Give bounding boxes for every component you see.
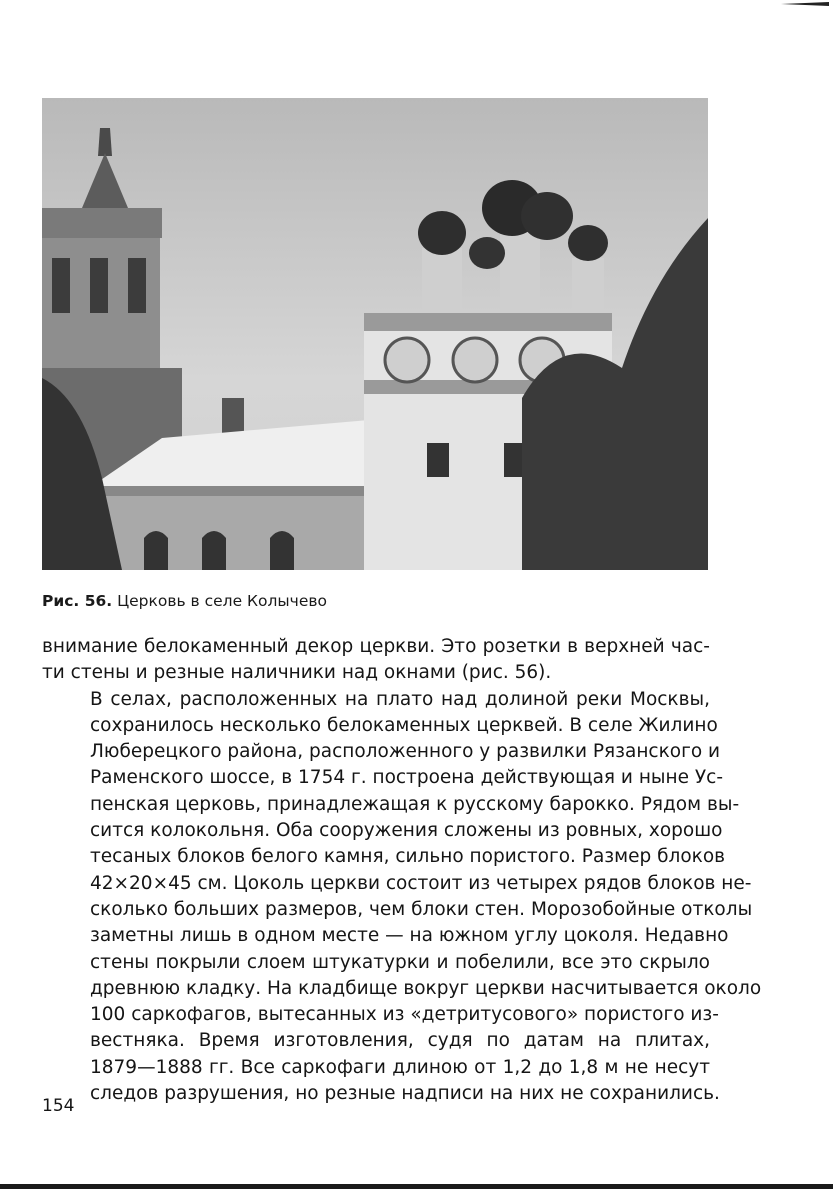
text-line: тесаных блоков белого камня, сильно пористого. Размер блоков (90, 846, 726, 868)
scan-corner-mark (773, 0, 833, 16)
text-line: следов разрушения, но резные надписи на них не сохранились. (90, 1083, 720, 1105)
text-line: древнюю кладку. На кладбище вокруг церкви насчитывается около (90, 977, 762, 999)
text-line: заметны лишь в одном месте — на южном углу цоколя. Недавно (90, 925, 729, 947)
text-line: 100 саркофагов, вытесанных из «детритусового» пористого из- (90, 1004, 719, 1026)
text-line: 1879—1888 гг. Все саркофаги длиною от 1,2 до 1,8 м не несут (90, 1056, 710, 1078)
text-line: Раменского шоссе, в 1754 г. построена действующая и ныне Ус- (90, 767, 724, 789)
paragraph-1 (42, 634, 710, 687)
text-line: сколько больших размеров, чем блоки стен. Морозобойные отколы (90, 898, 753, 920)
text-line: сохранилось несколько белокаменных церквей. В селе Жилино (90, 714, 718, 736)
page-number: 154 (42, 1096, 75, 1116)
paragraph-2 (42, 687, 762, 1108)
text-line: вестняка. Время изготовления, судя по датам на плитах, (90, 1030, 710, 1052)
text-line: сится колокольня. Оба сооружения сложены из ровных, хорошо (90, 820, 723, 842)
text-line: 42×20×45 см. Цоколь церкви состоит из четырех рядов блоков не- (90, 872, 752, 894)
text-line: ти стены и резные наличники над окнами (рис. 56). (42, 662, 552, 684)
page-bottom-rule (0, 1184, 833, 1189)
body-text (42, 634, 762, 1107)
church-photo (42, 98, 708, 570)
text-line: Люберецкого района, расположенного у развилки Рязанского и (90, 741, 721, 763)
figure-title: Церковь в селе Колычево (117, 592, 327, 610)
text-line: стены покрыли слоем штукатурки и побелили, все это скрыло (90, 951, 710, 973)
text-line: В селах, расположенных на плато над долиной реки Москвы, (90, 688, 710, 710)
text-line: внимание белокаменный декор церкви. Это розетки в верхней час- (42, 636, 710, 657)
figure-caption (42, 592, 327, 610)
text-line: пенская церковь, принадлежащая к русскому барокко. Рядом вы- (90, 793, 740, 815)
figure-label: Рис. 56. (42, 592, 113, 610)
